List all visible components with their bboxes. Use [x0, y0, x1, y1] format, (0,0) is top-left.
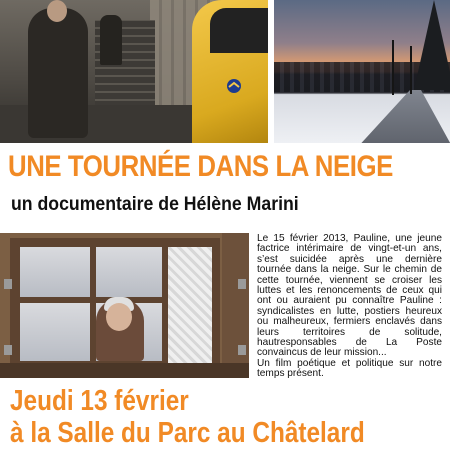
photo-snowy-sunset-road — [274, 0, 450, 143]
window-pane — [20, 247, 90, 297]
utility-pole — [392, 40, 394, 95]
pine-tree — [414, 0, 450, 90]
woman-face — [106, 303, 132, 331]
shutter-hinge — [4, 345, 12, 355]
shutter-hinge — [238, 279, 246, 289]
wall-side — [222, 233, 249, 378]
synopsis-closing: Un film poétique et politique sur notre temps présent. — [257, 357, 442, 380]
window-pane — [20, 303, 90, 361]
film-title: UNE TOURNÉE DANS LA NEIGE — [8, 150, 393, 183]
synopsis-paragraph: Le 15 février 2013, Pauline, une jeune factrice intérimaire de vingt-et-un ans, s’est suicidée après une dernière tournée dans la neige. Sur le chemin de cette tournée, viennent se croiser les luttes et les renoncements de ceux qui ont ou auraient pu connaître Pauline : syndicalistes en lutte, postiers heureux ou malheureux, fermiers enclavés dans leurs territoires de solitude, hautresponsables de La Poste convaincus de leur mission... — [257, 233, 442, 359]
film-subtitle: un documentaire de Hélène Marini — [11, 194, 299, 215]
utility-pole — [410, 46, 412, 94]
snowy-road — [344, 90, 450, 143]
shutter-hinge — [238, 345, 246, 355]
farmer-head — [47, 0, 67, 22]
event-date: Jeudi 13 février — [10, 385, 189, 417]
van-window — [210, 8, 268, 53]
photo-farmer-and-postal-van — [0, 0, 268, 143]
window-pane — [96, 247, 162, 297]
lace-curtain — [168, 247, 212, 363]
la-poste-logo-icon — [226, 78, 242, 94]
window-sill — [0, 363, 249, 378]
synopsis — [257, 234, 442, 380]
second-figure — [100, 15, 122, 65]
photo-woman-at-window — [0, 233, 249, 378]
event-venue: à la Salle du Parc au Châtelard — [10, 417, 365, 449]
shutter-hinge — [4, 279, 12, 289]
farmer-figure — [28, 8, 88, 138]
